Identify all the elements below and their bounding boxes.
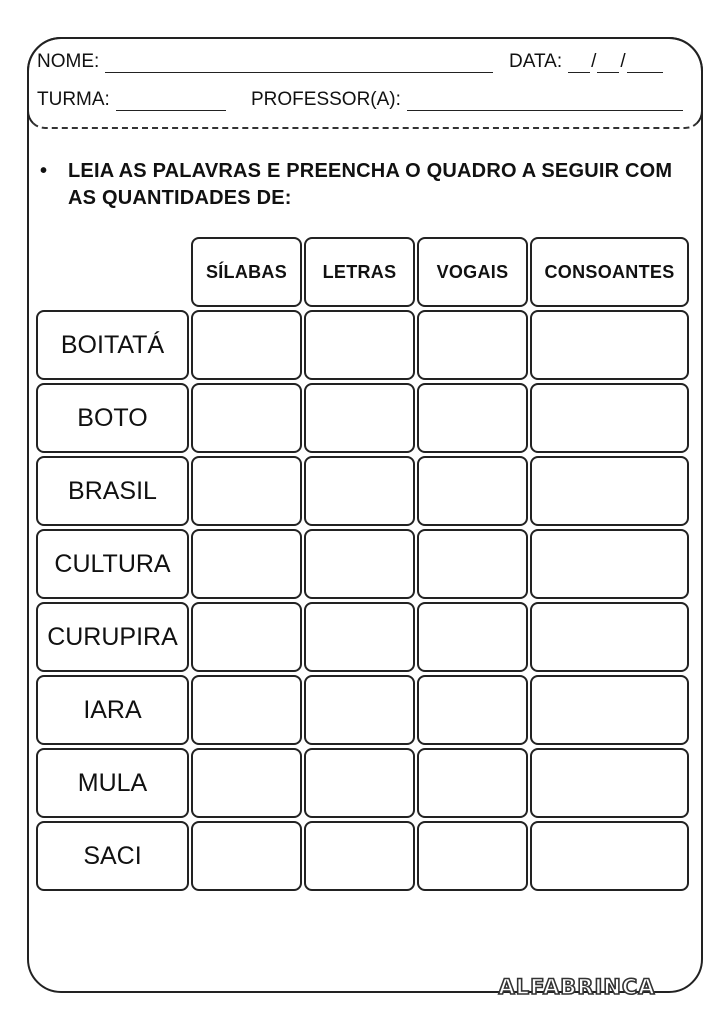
name-line (37, 51, 499, 73)
word-cell: BOITATÁ (36, 310, 189, 380)
date-year-field[interactable] (627, 54, 663, 73)
class-line (37, 89, 232, 111)
word-cell: CULTURA (36, 529, 189, 599)
answer-cell[interactable] (304, 529, 415, 599)
answer-cell[interactable] (417, 821, 528, 891)
answer-cell[interactable] (417, 310, 528, 380)
teacher-label: PROFESSOR(A): (251, 89, 401, 110)
answer-cell[interactable] (417, 529, 528, 599)
answer-cell[interactable] (417, 675, 528, 745)
name-field[interactable] (105, 54, 493, 73)
answer-cell[interactable] (417, 456, 528, 526)
answer-cell[interactable] (417, 748, 528, 818)
answer-cell[interactable] (530, 748, 689, 818)
answer-cell[interactable] (530, 821, 689, 891)
column-header: SÍLABAS (191, 237, 302, 307)
answer-cell[interactable] (304, 456, 415, 526)
answer-cell[interactable] (191, 529, 302, 599)
bullet: • (40, 160, 48, 182)
column-header: LETRAS (304, 237, 415, 307)
answer-cell[interactable] (304, 383, 415, 453)
answer-cell[interactable] (530, 675, 689, 745)
class-field[interactable] (116, 92, 226, 111)
word-cell: SACI (36, 821, 189, 891)
answer-cell[interactable] (191, 748, 302, 818)
answer-cell[interactable] (530, 529, 689, 599)
word-cell: IARA (36, 675, 189, 745)
answer-cell[interactable] (304, 821, 415, 891)
answer-cell[interactable] (191, 456, 302, 526)
alfabrinca-logo: ALFABRINCA (498, 975, 656, 999)
name-label: NOME: (37, 51, 100, 72)
answer-cell[interactable] (304, 310, 415, 380)
teacher-field[interactable] (407, 92, 683, 111)
teacher-line (251, 89, 689, 111)
answer-cell[interactable] (530, 383, 689, 453)
answer-cell[interactable] (191, 310, 302, 380)
date-day-field[interactable] (568, 54, 590, 73)
answer-cell[interactable] (304, 602, 415, 672)
answer-cell[interactable] (417, 383, 528, 453)
answer-cell[interactable] (530, 602, 689, 672)
instruction-text: LEIA AS PALAVRAS E PREENCHA O QUADRO A SEGUIR COM AS QUANTIDADES DE: (68, 160, 673, 209)
answer-cell[interactable] (191, 602, 302, 672)
answer-cell[interactable] (191, 675, 302, 745)
column-header: VOGAIS (417, 237, 528, 307)
column-header: CONSOANTES (530, 237, 689, 307)
word-cell: BRASIL (36, 456, 189, 526)
answer-cell[interactable] (191, 821, 302, 891)
class-label: TURMA: (37, 89, 110, 110)
answer-cell[interactable] (304, 675, 415, 745)
date-separator: / (591, 51, 597, 72)
word-cell: BOTO (36, 383, 189, 453)
header-box (27, 37, 703, 129)
date-month-field[interactable] (597, 54, 619, 73)
answer-cell[interactable] (530, 456, 689, 526)
answer-cell[interactable] (304, 748, 415, 818)
answer-cell[interactable] (530, 310, 689, 380)
answer-cell[interactable] (417, 602, 528, 672)
date-line (509, 51, 663, 73)
date-label: DATA: (509, 51, 563, 72)
answer-cell[interactable] (191, 383, 302, 453)
word-cell: CURUPIRA (36, 602, 189, 672)
date-field[interactable] (568, 51, 663, 73)
date-separator: / (620, 51, 626, 72)
word-cell: MULA (36, 748, 189, 818)
